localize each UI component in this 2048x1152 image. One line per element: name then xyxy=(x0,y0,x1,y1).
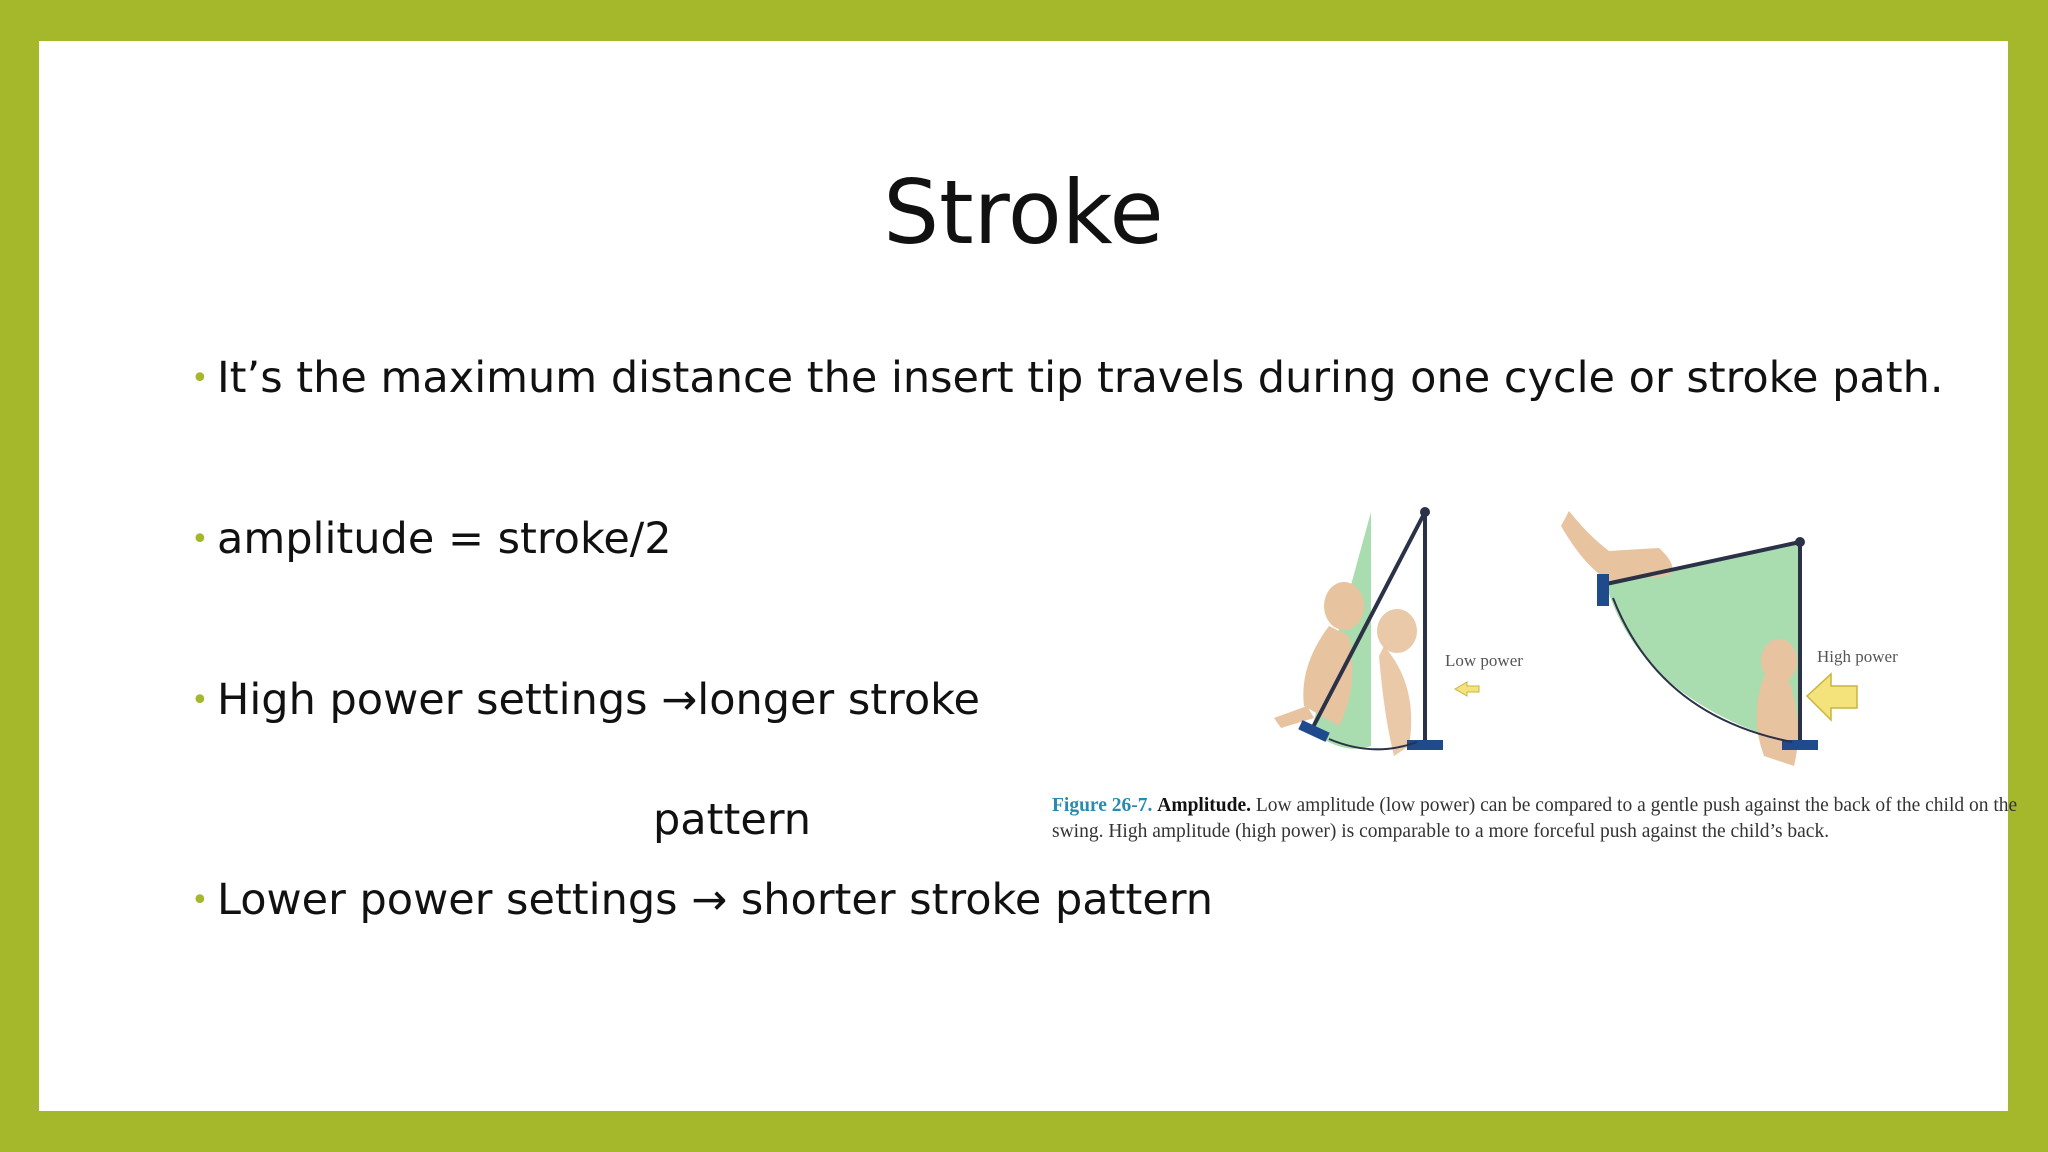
caption-figure-number: Figure 26-7. xyxy=(1052,795,1153,816)
caption-heading: Amplitude. xyxy=(1157,795,1251,816)
bullet-text: High power settings →longer stroke xyxy=(217,675,980,725)
bullet-3-continuation: pattern xyxy=(653,795,811,845)
caption-text: Low amplitude (low power) can be compared to a gentle push against the back of the child on the swing. High amplitude (high power) is comparable to a more forceful push against the child’s back. xyxy=(1052,795,2018,842)
child-ghost-head xyxy=(1377,609,1417,653)
bullet-1 xyxy=(191,351,1944,406)
bullet-text: amplitude = stroke/2 xyxy=(217,514,672,564)
low-power-label: Low power xyxy=(1445,651,1523,670)
bullet-2 xyxy=(191,512,672,567)
bullet-marker: • xyxy=(191,361,209,396)
push-arrow-small xyxy=(1455,682,1479,696)
low-power-swing xyxy=(1274,507,1523,756)
figure-caption xyxy=(1052,793,2032,845)
bullet-marker: • xyxy=(191,522,209,557)
child-head xyxy=(1324,582,1364,630)
push-arrow-large xyxy=(1807,674,1857,720)
child-body xyxy=(1303,626,1352,726)
child-high-body xyxy=(1561,511,1672,581)
bullet-marker: • xyxy=(191,683,209,718)
pivot-high xyxy=(1795,537,1805,547)
bullet-text: Lower power settings → shorter stroke pattern xyxy=(217,875,1213,925)
seat-rest xyxy=(1407,740,1443,750)
child-ghost-body xyxy=(1379,646,1411,756)
child-rest-head xyxy=(1761,639,1797,683)
high-power-swing xyxy=(1561,511,1898,766)
high-power-label: High power xyxy=(1817,647,1898,666)
bullet-text: It’s the maximum distance the insert tip travels during one cycle or stroke path. xyxy=(217,353,1944,403)
slide-title: Stroke xyxy=(883,161,1164,264)
seat-high-swung xyxy=(1597,574,1609,606)
pivot xyxy=(1420,507,1430,517)
bullet-marker: • xyxy=(191,883,209,918)
amplitude-figure xyxy=(1189,456,2039,796)
bullet-3 xyxy=(191,673,980,728)
slide xyxy=(39,41,2018,1111)
bullet-4 xyxy=(191,873,1213,928)
